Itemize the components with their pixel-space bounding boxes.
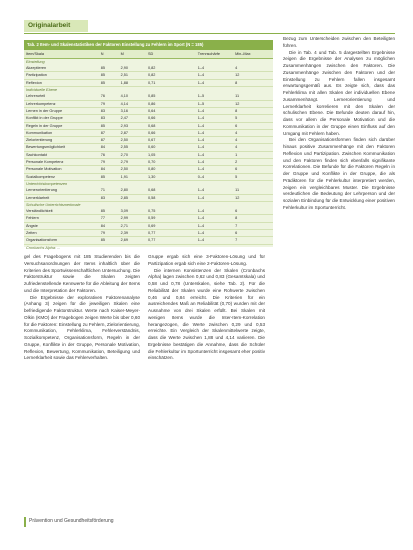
table-cell: 0,82 xyxy=(146,72,196,79)
table-row xyxy=(24,79,273,86)
table-cell: 1–4 xyxy=(196,166,233,173)
table-grid xyxy=(24,50,273,251)
footer-accent xyxy=(24,517,26,527)
table-cell: 79 xyxy=(99,100,119,107)
table-row xyxy=(24,65,273,72)
table-cell: 1,05 xyxy=(146,151,196,158)
table-group-label: Einstellung xyxy=(26,59,45,64)
table-cell: 85 xyxy=(99,208,119,215)
section-tag: Originalarbeit xyxy=(24,20,88,32)
table-cell: 79 xyxy=(99,159,119,166)
text-column-middle xyxy=(148,254,265,362)
table-cell: 2,69 xyxy=(119,237,146,244)
table-cell: 12 xyxy=(233,72,273,79)
table-cell: Lernerklarheit xyxy=(24,194,99,201)
table-cell: 2,87 xyxy=(119,129,146,136)
table-cell: Akzeptieren xyxy=(24,65,99,72)
table-group-label: Schulische Unterrichtsmerkmale xyxy=(26,202,81,207)
table-cell: 0,75 xyxy=(146,208,196,215)
table-cell: 7 xyxy=(233,237,273,244)
table-cell: 1–4 xyxy=(196,194,233,201)
table-cell: Sachkontakt xyxy=(24,151,99,158)
table-cell: 4 xyxy=(233,129,273,136)
table-cell: 1–4 xyxy=(196,115,233,122)
table-cell: 85 xyxy=(99,237,119,244)
table-row xyxy=(24,72,273,79)
data-table xyxy=(24,40,273,250)
table-header-row xyxy=(24,50,273,59)
table-cell: 2,50 xyxy=(119,166,146,173)
table-cell: 85 xyxy=(99,79,119,86)
table-cell: 2,85 xyxy=(119,194,146,201)
table-cell: 1–4 xyxy=(196,129,233,136)
table-cell: 2,71 xyxy=(119,222,146,229)
table-row xyxy=(24,107,273,114)
table-header-cell: M xyxy=(119,50,146,59)
table-cell: 5 xyxy=(233,173,273,180)
table-cell: Bewertungsmöglichkeit xyxy=(24,144,99,151)
table-cell: 6 xyxy=(233,230,273,237)
table-cell: 0–4 xyxy=(196,173,233,180)
table-row xyxy=(24,215,273,222)
table-cell: 84 xyxy=(99,144,119,151)
table-cell: 84 xyxy=(99,166,119,173)
text-column-right xyxy=(283,36,395,212)
table-cell: 0,58 xyxy=(146,194,196,201)
table-row xyxy=(24,115,273,122)
table-header-cell: Min–Max xyxy=(233,50,273,59)
table-cell: 2 xyxy=(233,159,273,166)
table-cell: 1–4 xyxy=(196,72,233,79)
table-cell: 4 xyxy=(233,65,273,72)
table-cell: 1,30 xyxy=(146,173,196,180)
table-cell: 2,50 xyxy=(119,137,146,144)
table-cell: 0,69 xyxy=(146,222,196,229)
table-cell: 85 xyxy=(99,72,119,79)
table-cell: 85 xyxy=(99,173,119,180)
table-header-cell: Item/Skala xyxy=(24,50,99,59)
table-cell: Verständlichkeit xyxy=(24,208,99,215)
table-group-row xyxy=(24,180,273,187)
table-cell: 83 xyxy=(99,107,119,114)
table-cell: Reflexion xyxy=(24,79,99,86)
table-cell: 3,16 xyxy=(119,107,146,114)
table-group-label: Unterrichtskompetenzen xyxy=(26,181,68,186)
table-cell: Partizipation xyxy=(24,72,99,79)
table-cell: 1–4 xyxy=(196,144,233,151)
table-cell: 11 xyxy=(233,187,273,194)
table-cell: 2,80 xyxy=(119,187,146,194)
table-cell: 1–4 xyxy=(196,230,233,237)
table-cell: 0,64 xyxy=(146,107,196,114)
table-cell: Lehrerkompetenz xyxy=(24,100,99,107)
table-cell: 1 xyxy=(233,151,273,158)
table-row xyxy=(24,208,273,215)
table-cell: 6 xyxy=(233,166,273,173)
table-cell: 0,77 xyxy=(146,230,196,237)
table-cell: 76 xyxy=(99,151,119,158)
table-row xyxy=(24,129,273,136)
table-cell: 4,10 xyxy=(119,93,146,100)
table-cell: 12 xyxy=(233,194,273,201)
table-cell: 8 xyxy=(233,107,273,114)
table-cell: 0,60 xyxy=(146,144,196,151)
table-row xyxy=(24,159,273,166)
table-cell: 87 xyxy=(99,137,119,144)
table-cell: 2,39 xyxy=(119,230,146,237)
table-cell: 2,51 xyxy=(119,72,146,79)
table-cell: Sozialkompetenz xyxy=(24,173,99,180)
table-cell: 0,68 xyxy=(146,122,196,129)
table-header-cell: N xyxy=(99,50,119,59)
table-cell: 11 xyxy=(233,93,273,100)
table-header-cell: SD xyxy=(146,50,196,59)
table-cell: Lernen in der Gruppe xyxy=(24,107,99,114)
table-cell: 2,70 xyxy=(119,151,146,158)
table-cell: Regeln in der Gruppe xyxy=(24,122,99,129)
table-cell: 0,66 xyxy=(146,115,196,122)
table-group-row xyxy=(24,201,273,208)
table-cell: 0,71 xyxy=(146,79,196,86)
table-cell: 1–4 xyxy=(196,65,233,72)
table-cell: 79 xyxy=(99,230,119,237)
table-cell: 5 xyxy=(233,115,273,122)
table-cell: 84 xyxy=(99,222,119,229)
table-cell: 0,66 xyxy=(146,129,196,136)
table-cell: 6 xyxy=(233,208,273,215)
table-row xyxy=(24,144,273,151)
table-cell: 1–4 xyxy=(196,215,233,222)
table-row xyxy=(24,93,273,100)
table-cell: 4 xyxy=(233,137,273,144)
table-cell: Ängste xyxy=(24,222,99,229)
table-cell: 1–4 xyxy=(196,237,233,244)
table-cell: 1–4 xyxy=(196,222,233,229)
table-cell: 76 xyxy=(99,93,119,100)
table-cell: 0,85 xyxy=(146,93,196,100)
paragraph: Bei den Organisationsformen finden sich darüber hinaus positive Zusammenhänge mit den Faktoren Reflexion und Partizipation. Zwischen Kommunikation und den Faktoren finden sich ebenfalls signifikante Korrelationen. Die Befunde für die Faktoren Regeln in der Gruppe und Konflikte in der Gruppe, die als Prädiktoren für die Fehlerkultur interpretiert werden, zeigen ein vergleichbares Muster. Die Ergebnisse verdeutlichen die Bedeutung der Lehrperson und der sozialen Einbindung für die Entwicklung einer positiven Fehlerkultur im Sportunterricht. xyxy=(283,137,395,210)
table-group-label: Individuelle Ebene xyxy=(26,88,58,93)
table-cell: 1–5 xyxy=(196,100,233,107)
table-cell: 1–4 xyxy=(196,107,233,114)
table-cell: Lernerorientierung xyxy=(24,187,99,194)
table-row xyxy=(24,166,273,173)
table-cell: Fehlern xyxy=(24,215,99,222)
table-header-cell: Trennschärfe xyxy=(196,50,233,59)
table-cell: 0,77 xyxy=(146,237,196,244)
table-cell: Zeiten xyxy=(24,230,99,237)
table-row xyxy=(24,137,273,144)
table-cell: 1–4 xyxy=(196,79,233,86)
paragraph: gel des Fragebogens mit 185 Studierenden bis die Versuchsanordnungen der Items inhaltlich über die Kriterien des Sportwissenschaftlichen Untersuchung. Die Faktorstruktur sowie die Skalen zeigten zufriedenstellende Kennwerte für die Ableitung der Items und die Interpretation der Faktoren. xyxy=(24,254,140,293)
header-rule xyxy=(24,33,395,34)
table-cell: 85 xyxy=(99,65,119,72)
table-cell: 0,80 xyxy=(146,166,196,173)
table-row xyxy=(24,173,273,180)
table-cell: 2,47 xyxy=(119,115,146,122)
table-row xyxy=(24,230,273,237)
table-cell: 85 xyxy=(99,122,119,129)
table-cell: 2,90 xyxy=(119,65,146,72)
table-cell: 87 xyxy=(99,129,119,136)
table-cell: 1–5 xyxy=(196,93,233,100)
table-cell: Lehrerurteil xyxy=(24,93,99,100)
table-cell: 3,09 xyxy=(119,208,146,215)
table-cell: 1–4 xyxy=(196,151,233,158)
table-row xyxy=(24,237,273,244)
table-caption: Tab. 2 Item- und Skalenstatistiken der Faktoren Einstellung zu Fehlern im Sport (N = 185) xyxy=(24,40,273,50)
table-cell: Konflikt in der Gruppe xyxy=(24,115,99,122)
paragraph: Bezug zum Unterscheiden zwischen den Beteiligten führen. xyxy=(283,36,395,48)
footer-journal-name: Prävention und Gesundheitsförderung xyxy=(29,518,114,524)
table-row xyxy=(24,122,273,129)
table-note-row xyxy=(24,244,273,251)
table-cell: 6 xyxy=(233,122,273,129)
table-row xyxy=(24,100,273,107)
table-cell: 12 xyxy=(233,100,273,107)
table-cell: 0,70 xyxy=(146,159,196,166)
paragraph: Die Ergebnisse der explorativen Faktorenanalyse (Anhang 3) zeigen für die jeweiligen Skalen eine befriedigende Faktorstruktur. Werte nach Kaiser-Meyer-Olkin (KMO) der Fragebogen zeigen Werte bis über 0,60 für die Faktoren: Einstellung zu Fehlern, Zielorientierung, Kommunikation, Fehlerklima, Fehlerverständnis, Sozialkompetenz, Organisationsform, Regeln in der Gruppe, Konflikte in der Gruppe, Personale Motivation, Reflexion, Bewertung, Kommunikation, Beteiligung und Lernerklarheit sowie das Fehlerverhalten. xyxy=(24,294,140,361)
table-cell: 1–4 xyxy=(196,159,233,166)
paragraph: Gruppe ergab sich eine 3-Faktoren-Lösung und für Partizipation ergab sich eine 2-Faktoren-Lösung. xyxy=(148,254,265,266)
table-cell: Personale Motivation xyxy=(24,166,99,173)
table-cell: 0,67 xyxy=(146,137,196,144)
table-cell: 8 xyxy=(233,215,273,222)
table-cell: 0,86 xyxy=(146,100,196,107)
table-row xyxy=(24,194,273,201)
table-cell: 0,82 xyxy=(146,65,196,72)
table-cell: 83 xyxy=(99,115,119,122)
table-cell: 8 xyxy=(233,79,273,86)
table-cell: 1–4 xyxy=(196,187,233,194)
table-cell: 1–4 xyxy=(196,137,233,144)
text-column-left xyxy=(24,254,140,362)
paragraph: Die in Tab. 4 und Tab. 5 dargestellten Ergebnisse zeigen die Ergebnisse der Analysen zu möglichen Zusammenhängen zwischen den Faktoren. Die Zusammenhänge zwischen den Faktoren und der Einstellung zu Fehlern fallen insgesamt erwartungsgemäß aus. Es zeigte sich, dass das Fehlerklima mit allen Skalen der individuellen Ebene zusammenhängt. Lernerorientierung und Lernerklarheit korrelieren mit den Skalen der schulischen Ebene. Die Befunde deuten darauf hin, dass vor allem die Personale Motivation und die Kommunikation in der Gruppe einen Einfluss auf den Umgang mit Fehlern haben. xyxy=(283,49,395,136)
table-body xyxy=(24,58,273,251)
table-cell: Personale Kompetenz xyxy=(24,159,99,166)
table-cell: 83 xyxy=(99,194,119,201)
table-group-row xyxy=(24,87,273,94)
paragraph: Die internen Konsistenzen der Skalen (Cronbachs Alpha) lagen zwischen 0,62 und 0,83 (Gesamtskala) und 0,58 und 0,78 (Unterskalen, siehe Tab. 2). Für die Reliabilität der Skalen wurde eine Rohwerte zwischen 0,46 und 0,84 erreicht. Die Kriterien für ein ausreichendes Maß an Reliabilität (0,70) wurden mit der Ausnahme von drei Skalen erfüllt. Bei Skalen mit wenigen Items wurde die Inter-Item-Korrelation herangezogen, die Werte zwischen 0,29 und 0,53 erreichte. Ein Vergleich der Skalenmittelwerte zeigte, dass die Werte zwischen 1,88 und 4,14 variieren. Die Ergebnisse bestätigen die Annahme, dass die Schüler die Fehlerkultur im Sportunterricht insgesamt eher positiv einschätzen. xyxy=(148,267,265,361)
table-cell: Kommunikation xyxy=(24,129,99,136)
table-cell: 71 xyxy=(99,187,119,194)
table-row xyxy=(24,151,273,158)
table-cell: 2,55 xyxy=(119,144,146,151)
table-cell: 1–4 xyxy=(196,208,233,215)
table-row xyxy=(24,187,273,194)
table-cell: 4 xyxy=(233,144,273,151)
table-cell: 77 xyxy=(99,215,119,222)
table-row xyxy=(24,222,273,229)
table-group-label: Cronbachs Alpha: ... xyxy=(26,245,61,250)
table-cell: 1–4 xyxy=(196,122,233,129)
table-cell: 0,68 xyxy=(146,187,196,194)
table-cell: 0,59 xyxy=(146,215,196,222)
table-cell: 7 xyxy=(233,222,273,229)
table-cell: Zielorientierung xyxy=(24,137,99,144)
table-cell: 1,88 xyxy=(119,79,146,86)
table-cell: 1,91 xyxy=(119,173,146,180)
table-cell: 4,14 xyxy=(119,100,146,107)
table-cell: 2,93 xyxy=(119,122,146,129)
table-cell: 2,99 xyxy=(119,215,146,222)
table-cell: 2,79 xyxy=(119,159,146,166)
table-group-row xyxy=(24,58,273,65)
table-cell: Organisationsform xyxy=(24,237,99,244)
